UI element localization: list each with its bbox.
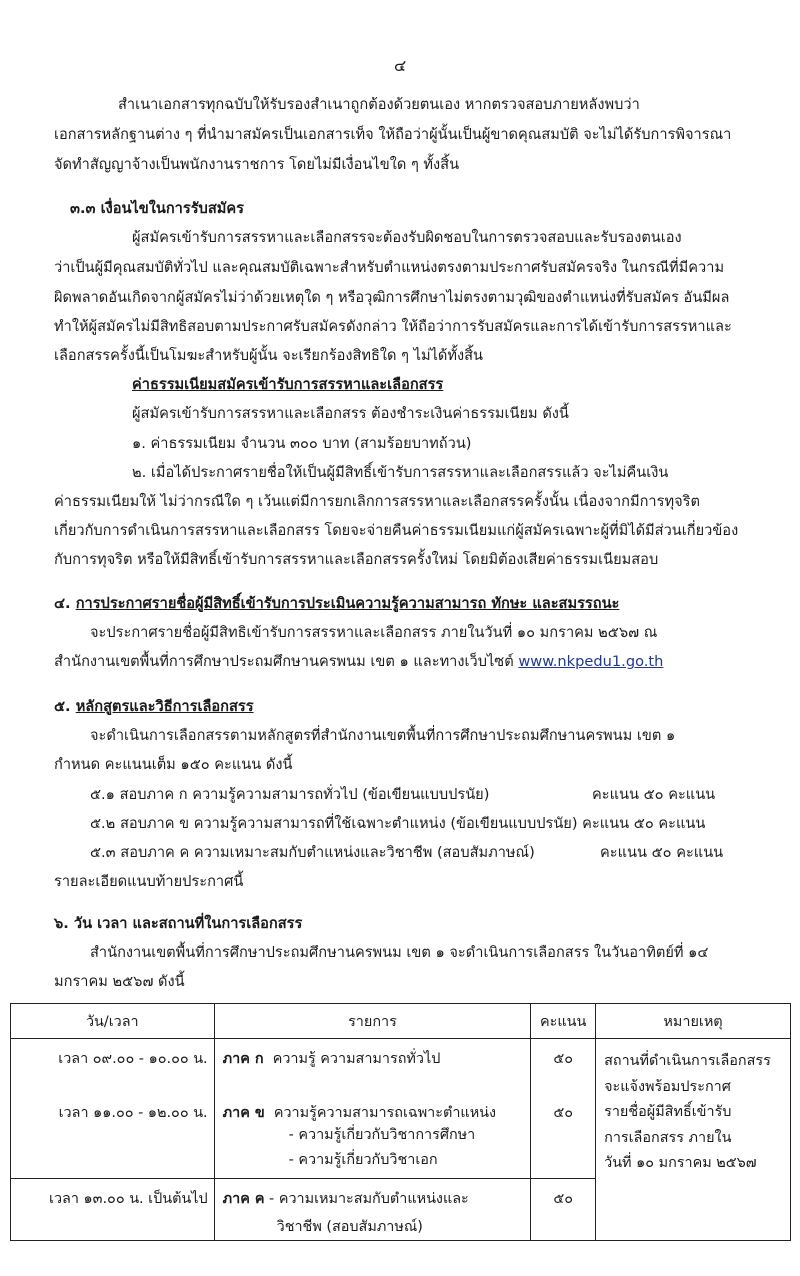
- remark-line: การเลือกสรร ภายใน: [604, 1129, 732, 1146]
- time-text: เวลา ๑๓.๐๐ น. เป็นต้นไป: [49, 1191, 208, 1207]
- section-4-line: จะประกาศรายชื่อผู้มีสิทธิเข้ารับการสรรหาและเลือกสรร ภายในวันที่ ๑๐ มกราคม ๒๕๖๗ ณ: [90, 624, 658, 641]
- table-row: [11, 1039, 791, 1179]
- section-4-heading: [54, 594, 619, 614]
- section-4-number: ๔.: [54, 595, 71, 612]
- section-5-line: จะดำเนินการเลือกสรรตามหลักสูตรที่สำนักงานเขตพื้นที่การศึกษาประถมศึกษานครพนม เขต ๑: [90, 727, 676, 744]
- exam-item-score: คะแนน ๕๐ คะแนน: [600, 844, 724, 861]
- time-cell: [11, 1039, 215, 1179]
- fee-line: กับการทุจริต หรือให้มีสิทธิ์เข้ารับการสรรหาและเลือกสรรครั้งใหม่ โดยมิต้องเสียค่าธรรมเนียมสอบ: [54, 551, 659, 568]
- item-cell: [214, 1039, 531, 1179]
- part-label: ภาค ข: [222, 1105, 265, 1121]
- page-number: ๔: [393, 56, 407, 75]
- section-3-3-line: ผู้สมัครเข้ารับการสรรหาและเลือกสรรจะต้องรับผิดชอบในการตรวจสอบและรับรองตนเอง: [132, 229, 682, 246]
- exam-item: ๕.๑ สอบภาค ก ความรู้ความสามารถทั่วไป (ข้อเขียนแบบปรนัย): [90, 786, 490, 803]
- exam-item-score: คะแนน ๕๐ คะแนน: [592, 786, 716, 803]
- sub-item: วิชาชีพ (สอบสัมภาษณ์): [276, 1219, 423, 1235]
- part-label: ภาค ค: [222, 1191, 265, 1207]
- header-date-time: วัน/เวลา: [11, 1004, 215, 1039]
- table-header-row: [11, 1004, 791, 1039]
- score-value: ๕๐: [553, 1191, 574, 1207]
- header-score: คะแนน: [531, 1004, 596, 1039]
- remark-line: จะแจ้งพร้อมประกาศ: [604, 1078, 731, 1095]
- sub-item: - ความรู้เกี่ยวกับวิชาการศึกษา: [288, 1127, 476, 1143]
- section-4-text: สำนักงานเขตพื้นที่การศึกษาประถมศึกษานครพนม เขต ๑ และทางเว็บไซต์: [54, 653, 514, 670]
- intro-line: สำเนาเอกสารทุกฉบับให้รับรองสำเนาถูกต้องด้วยตนเอง หากตรวจสอบภายหลังพบว่า: [118, 96, 640, 113]
- section-3-3-line: ผิดพลาดอันเกิดจากผู้สมัครไม่ว่าด้วยเหตุใด ๆ หรือวุฒิการศึกษาไม่ตรงตามวุฒิของตำแหน่งที่รับสมัคร อันมีผล: [54, 289, 730, 306]
- time-text: เวลา ๐๙.๐๐ - ๑๐.๐๐ น.: [58, 1051, 208, 1067]
- remark-cell: [596, 1039, 791, 1241]
- section-3-3-line: ว่าเป็นผู้มีคุณสมบัติทั่วไป และคุณสมบัติเฉพาะสำหรับตำแหน่งตรงตามประกาศรับสมัครจริง ในกรณีที่มีความ: [54, 259, 725, 276]
- section-6-heading: ๖. วัน เวลา และสถานที่ในการเลือกสรร: [54, 915, 303, 932]
- intro-line: เอกสารหลักฐานต่าง ๆ ที่นำมาสมัครเป็นเอกสารเท็จ ให้ถือว่าผู้นั้นเป็นผู้ขาดคุณสมบัติ จะไม่ได้รับการพิจารณา: [54, 126, 732, 143]
- part-label: ภาค ก: [222, 1051, 264, 1067]
- score-value: ๕๐: [553, 1051, 574, 1067]
- section-3-3-line: เลือกสรรครั้งนี้เป็นโมฆะสำหรับผู้นั้น จะเรียกร้องสิทธิใด ๆ ไม่ได้ทั้งสิ้น: [54, 347, 484, 364]
- section-4-line: [54, 652, 663, 672]
- header-item: รายการ: [214, 1004, 531, 1039]
- time-cell: [11, 1179, 215, 1241]
- remark-line: วันที่ ๑๐ มกราคม ๒๕๖๗: [604, 1155, 757, 1171]
- header-remark: หมายเหตุ: [596, 1004, 791, 1039]
- section-6-line: มกราคม ๒๕๖๗ ดังนี้: [54, 973, 185, 990]
- part-desc: ความรู้ความสามารถเฉพาะตำแหน่ง: [273, 1105, 497, 1121]
- fee-line: ผู้สมัครเข้ารับการสรรหาและเลือกสรร ต้องชำระเงินค่าธรรมเนียม ดังนี้: [132, 405, 569, 422]
- section-5-title: หลักสูตรและวิธีการเลือกสรร: [75, 698, 254, 715]
- score-cell: [531, 1039, 596, 1179]
- time-text: เวลา ๑๑.๐๐ - ๑๒.๐๐ น.: [58, 1105, 208, 1121]
- fee-heading: ค่าธรรมเนียมสมัครเข้ารับการสรรหาและเลือกสรร: [132, 376, 444, 393]
- fee-line: ๑. ค่าธรรมเนียม จำนวน ๓๐๐ บาท (สามร้อยบาทถ้วน): [132, 435, 472, 452]
- remark-line: สถานที่ดำเนินการเลือกสรร: [604, 1053, 771, 1069]
- fee-line: ค่าธรรมเนียมให้ ไม่ว่ากรณีใด ๆ เว้นแต่มีการยกเลิกการสรรหาและเลือกสรรครั้งนั้น เนื่องจากมีการทุจริต: [54, 493, 700, 510]
- intro-line: จัดทำสัญญาจ้างเป็นพนักงานราชการ โดยไม่มีเงื่อนไขใด ๆ ทั้งสิ้น: [54, 156, 460, 173]
- score-cell: [531, 1179, 596, 1241]
- remark-line: รายชื่อผู้มีสิทธิ์เข้ารับ: [604, 1104, 732, 1120]
- item-line: [223, 1189, 525, 1209]
- section-5-heading: [54, 697, 254, 717]
- item-line: [223, 1049, 525, 1069]
- sub-item: - ความรู้เกี่ยวกับวิชาเอก: [288, 1152, 438, 1168]
- section-5-number: ๕.: [54, 698, 71, 715]
- exam-item: ๕.๓ สอบภาค ค ความเหมาะสมกับตำแหน่งและวิชาชีพ (สอบสัมภาษณ์): [90, 844, 535, 861]
- website-link[interactable]: www.nkpedu1.go.th: [518, 653, 664, 670]
- schedule-table: [10, 1003, 791, 1241]
- exam-item: ๕.๒ สอบภาค ข ความรู้ความสามารถที่ใช้เฉพาะตำแหน่ง (ข้อเขียนแบบปรนัย) คะแนน ๕๐ คะแนน: [90, 815, 706, 832]
- section-5-line: กำหนด คะแนนเต็ม ๑๕๐ คะแนน ดังนี้: [54, 756, 293, 773]
- part-desc: - ความเหมาะสมกับตำแหน่งและ: [269, 1191, 469, 1207]
- fee-line: ๒. เมื่อได้ประกาศรายชื่อให้เป็นผู้มีสิทธิ์เข้ารับการสรรหาและเลือกสรรแล้ว จะไม่คืนเงิน: [132, 464, 669, 481]
- item-cell: [214, 1179, 531, 1241]
- section-5-footer: รายละเอียดแนบท้ายประกาศนี้: [54, 873, 244, 890]
- section-3-3-heading: ๓.๓ เงื่อนไขในการรับสมัคร: [70, 200, 244, 217]
- score-value: ๕๐: [553, 1105, 574, 1121]
- section-6-line: สำนักงานเขตพื้นที่การศึกษาประถมศึกษานครพนม เขต ๑ จะดำเนินการเลือกสรร ในวันอาทิตย์ที่ ๑๔: [90, 944, 709, 961]
- section-3-3-line: ทำให้ผู้สมัครไม่มีสิทธิสอบตามประกาศรับสมัครดังกล่าว ให้ถือว่าการรับสมัครและการได้เข้ารับการสรรหาและ: [54, 318, 732, 335]
- fee-line: เกี่ยวกับการดำเนินการสรรหาและเลือกสรร โดยจะจ่ายคืนค่าธรรมเนียมแก่ผู้สมัครเฉพาะผู้ที่มิได้มีส่วนเกี่ยวข้อง: [54, 522, 739, 539]
- item-line: [223, 1103, 525, 1123]
- part-desc: ความรู้ ความสามารถทั่วไป: [272, 1051, 441, 1067]
- section-4-title: การประกาศรายชื่อผู้มีสิทธิ์เข้ารับการประเมินความรู้ความสามารถ ทักษะ และสมรรถนะ: [75, 595, 620, 612]
